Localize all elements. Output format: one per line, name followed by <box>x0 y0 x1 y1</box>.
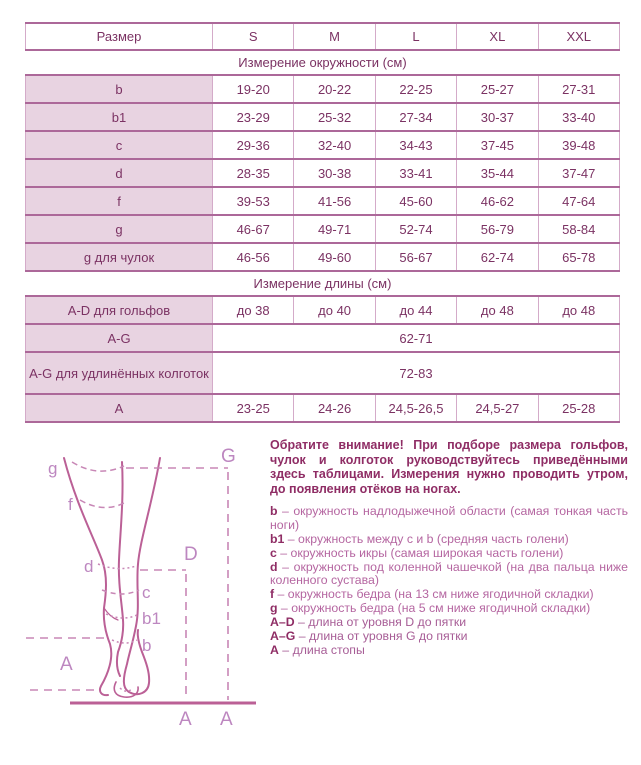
section-length <box>26 271 620 296</box>
row-value: 62-74 <box>457 243 538 271</box>
definition-term: d <box>270 559 278 574</box>
size-table <box>25 22 620 423</box>
row-value: 19-20 <box>213 75 294 103</box>
size-header-l: L <box>375 23 456 50</box>
diagram-label-c: c <box>142 583 151 602</box>
definition-item <box>270 561 628 589</box>
definitions-list <box>270 505 628 658</box>
row-value: 65-78 <box>538 243 619 271</box>
definition-text: – окружность бедра (на 13 см ниже ягодичной складки) <box>274 587 594 602</box>
row-value: 24,5-26,5 <box>375 394 456 422</box>
diagram-label-g: g <box>48 459 58 478</box>
row-value: 56-67 <box>375 243 456 271</box>
row-value: 47-64 <box>538 187 619 215</box>
diagram-label-f: f <box>68 495 73 514</box>
definition-text: – окружность икры (самая широкая часть голени) <box>276 545 564 560</box>
row-value: 34-43 <box>375 131 456 159</box>
definition-text: – длина от уровня D до пятки <box>294 615 467 630</box>
table-row <box>26 187 620 215</box>
section-circumference-title: Измерение окружности (см) <box>26 50 620 75</box>
leg-measurement-diagram <box>20 438 262 743</box>
row-value: 25-28 <box>538 394 619 422</box>
row-value: 24,5-27 <box>457 394 538 422</box>
definition-term: A–D <box>270 615 295 630</box>
row-value: 45-60 <box>375 187 456 215</box>
row-value: 39-53 <box>213 187 294 215</box>
bottom-section <box>0 438 641 743</box>
table-row <box>26 324 620 352</box>
row-value: 46-62 <box>457 187 538 215</box>
definition-item <box>270 505 628 533</box>
row-value: до 38 <box>213 296 294 324</box>
row-value: 37-45 <box>457 131 538 159</box>
measurement-instructions <box>270 438 628 743</box>
definition-term: b1 <box>270 531 285 546</box>
row-value: 23-25 <box>213 394 294 422</box>
row-value: 30-38 <box>294 159 375 187</box>
row-value: 39-48 <box>538 131 619 159</box>
size-header-xxl: XXL <box>538 23 619 50</box>
definition-term: f <box>270 587 275 602</box>
diagram-label-A-bottom-2: A <box>220 709 233 730</box>
table-row <box>26 131 620 159</box>
size-header-m: M <box>294 23 375 50</box>
diagram-label-b: b <box>142 636 152 655</box>
section-length-title: Измерение длины (см) <box>26 271 620 296</box>
definition-text: – длина стопы <box>278 642 365 657</box>
row-value: 25-32 <box>294 103 375 131</box>
definition-term: b <box>270 504 278 518</box>
row-value: 25-27 <box>457 75 538 103</box>
row-value: 46-67 <box>213 215 294 243</box>
table-row <box>26 243 620 271</box>
size-column-title: Размер <box>26 23 213 50</box>
row-value: 33-41 <box>375 159 456 187</box>
definition-item <box>270 533 628 547</box>
row-label: A-D для гольфов <box>26 296 213 324</box>
definition-item <box>270 547 628 561</box>
row-value: до 48 <box>538 296 619 324</box>
legs-sketch <box>20 438 262 738</box>
definition-text: – окружность надлодыжечной области (самая тонкая часть ноги) <box>270 504 628 532</box>
row-label: c <box>26 131 213 159</box>
row-label: f <box>26 187 213 215</box>
row-value: 49-60 <box>294 243 375 271</box>
row-value: до 48 <box>457 296 538 324</box>
size-header-s: S <box>213 23 294 50</box>
row-label: g для чулок <box>26 243 213 271</box>
row-value-merged: 62-71 <box>213 324 620 352</box>
row-label: b <box>26 75 213 103</box>
row-label: d <box>26 159 213 187</box>
definition-text: – окружность между c и b (средняя часть голени) <box>284 531 569 546</box>
diagram-label-d: d <box>84 557 94 576</box>
row-value: 35-44 <box>457 159 538 187</box>
definition-term: A <box>270 642 279 657</box>
diagram-label-A-bottom-1: A <box>179 709 192 730</box>
table-row <box>26 75 620 103</box>
row-value: 24-26 <box>294 394 375 422</box>
row-value: 56-79 <box>457 215 538 243</box>
row-value: 27-34 <box>375 103 456 131</box>
row-value: 29-36 <box>213 131 294 159</box>
row-value-merged: 72-83 <box>213 352 620 394</box>
row-value: 49-71 <box>294 215 375 243</box>
row-value: 28-35 <box>213 159 294 187</box>
table-row <box>26 103 620 131</box>
size-table-header-row <box>26 23 620 50</box>
row-value: 20-22 <box>294 75 375 103</box>
note-paragraph: Обратите внимание! При подборе размера гольфов, чулок и колготок руководствуйтесь приведёнными здесь таблицами. Измерения нужно проводить утром, до появления отёков на ногах. <box>270 438 628 496</box>
definition-item <box>270 630 628 644</box>
row-value: 32-40 <box>294 131 375 159</box>
section-circumference <box>26 50 620 75</box>
row-value: 33-40 <box>538 103 619 131</box>
row-label: A <box>26 394 213 422</box>
row-label: b1 <box>26 103 213 131</box>
definition-item <box>270 616 628 630</box>
row-value: 23-29 <box>213 103 294 131</box>
row-value: 41-56 <box>294 187 375 215</box>
definition-item <box>270 602 628 616</box>
row-value: 52-74 <box>375 215 456 243</box>
row-value: до 44 <box>375 296 456 324</box>
definition-term: A–G <box>270 629 296 644</box>
table-row <box>26 296 620 324</box>
definition-term: c <box>270 545 277 560</box>
diagram-label-A-left: A <box>60 654 73 675</box>
definition-text: – длина от уровня G до пятки <box>295 629 468 644</box>
diagram-label-D: D <box>184 544 198 565</box>
row-value: 37-47 <box>538 159 619 187</box>
legs-outline <box>64 458 160 697</box>
row-value: 58-84 <box>538 215 619 243</box>
diagram-label-G: G <box>221 446 236 467</box>
definition-text: – окружность бедра (на 5 см ниже ягодичной складки) <box>277 601 591 616</box>
table-row <box>26 159 620 187</box>
table-row <box>26 215 620 243</box>
definition-term: g <box>270 601 278 616</box>
row-label: A-G для удлинённых колготок <box>26 352 213 394</box>
row-value: 27-31 <box>538 75 619 103</box>
definition-text: – окружность под коленной чашечкой (на два пальца ниже коленного сустава) <box>270 559 628 588</box>
row-label: A-G <box>26 324 213 352</box>
row-value: до 40 <box>294 296 375 324</box>
row-value: 22-25 <box>375 75 456 103</box>
table-row <box>26 394 620 422</box>
definition-item <box>270 644 628 658</box>
definition-item <box>270 588 628 602</box>
size-header-xl: XL <box>457 23 538 50</box>
row-label: g <box>26 215 213 243</box>
table-row <box>26 352 620 394</box>
row-value: 46-56 <box>213 243 294 271</box>
diagram-label-b1: b1 <box>142 609 161 628</box>
row-value: 30-37 <box>457 103 538 131</box>
